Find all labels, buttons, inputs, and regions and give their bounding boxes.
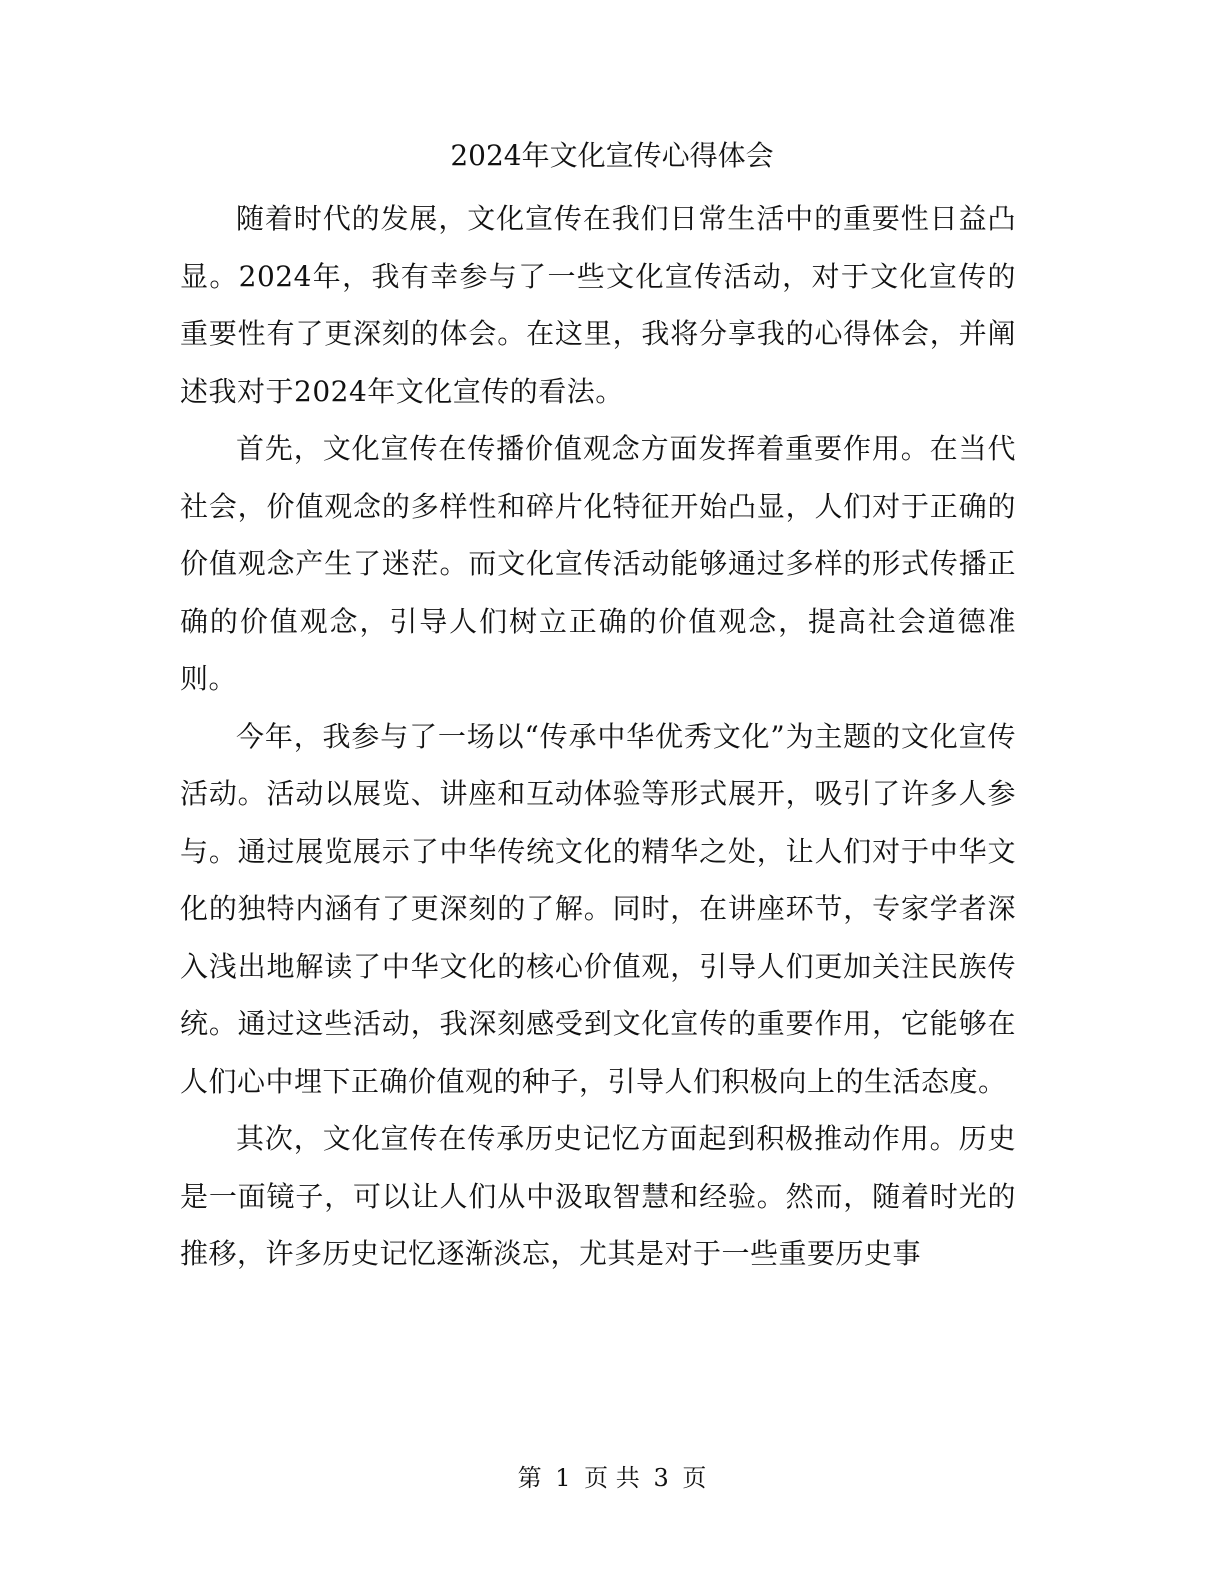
document-body — [180, 190, 1016, 1283]
page-label-suffix: 页 — [682, 1464, 707, 1492]
page-total: 3 — [653, 1464, 669, 1492]
paragraph-3: 今年，我参与了一场以“传承中华优秀文化”为主题的文化宣传活动。活动以展览、讲座和互动体验等形式展开，吸引了许多人参与。通过展览展示了中华传统文化的精华之处，让人们对于中华文化的独特内涵有了更深刻的了解。同时，在讲座环节，专家学者深入浅出地解读了中华文化的核心价值观，引导人们更加关注民族传统。通过这些活动，我深刻感受到文化宣传的重要作用，它能够在人们心中埋下正确价值观的种子，引导人们积极向上的生活态度。 — [180, 719, 1016, 1098]
page-label-mid: 页 共 — [584, 1464, 640, 1492]
page-label-prefix: 第 — [517, 1464, 542, 1492]
page-footer — [0, 1458, 1224, 1498]
paragraph-4: 其次，文化宣传在传承历史记忆方面起到积极推动作用。历史是一面镜子，可以让人们从中汲取智慧和经验。然而，随着时光的推移，许多历史记忆逐渐淡忘，尤其是对于一些重要历史事 — [180, 1122, 1016, 1270]
page-current: 1 — [555, 1464, 571, 1492]
paragraph-1: 随着时代的发展，文化宣传在我们日常生活中的重要性日益凸显。2024年，我有幸参与了一些文化宣传活动，对于文化宣传的重要性有了更深刻的体会。在这里，我将分享我的心得体会，并阐述我对于2024年文化宣传的看法。 — [180, 202, 1016, 408]
document-title: 2024年文化宣传心得体会 — [450, 139, 774, 172]
paragraph-2: 首先，文化宣传在传播价值观念方面发挥着重要作用。在当代社会，价值观念的多样性和碎片化特征开始凸显，人们对于正确的价值观念产生了迷茫。而文化宣传活动能够通过多样的形式传播正确的价值观念，引导人们树立正确的价值观念，提高社会道德准则。 — [180, 432, 1016, 695]
